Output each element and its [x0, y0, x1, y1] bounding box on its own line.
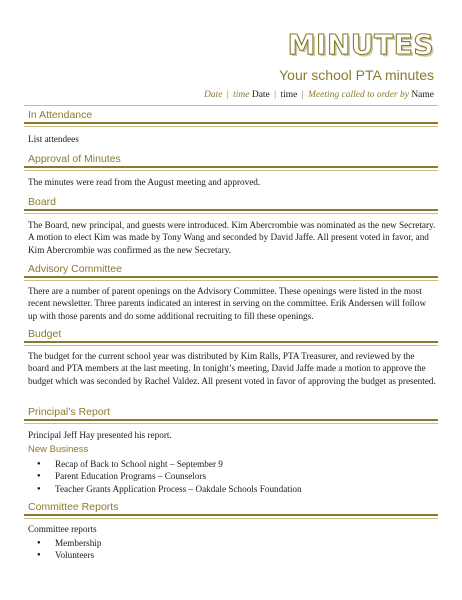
list-item[interactable]: ● Teacher Grants Application Process – Oakdale Schools Foundation: [28, 483, 302, 495]
approval-text[interactable]: The minutes were read from the August meeting and approved.: [28, 177, 261, 187]
list-item[interactable]: ● Membership: [28, 537, 101, 549]
document-title: MINUTES: [287, 28, 434, 61]
new-business-list: [28, 458, 302, 495]
section-heading-advisory: Advisory Committee: [24, 262, 438, 278]
section-heading-principal: Principal’s Report: [24, 405, 438, 421]
list-item[interactable]: ● Volunteers: [28, 549, 101, 561]
budget-text[interactable]: The budget for the current school year was distributed by Kim Ralls, PTA Treasurer, and reviewed by the board and PTA members at the last meeting. In tonight’s meeting, David Jaffe made a motion to approve the budget which was seconded by Rachel Valdez. All present voted in favor of approving the budget as presented.: [28, 351, 436, 386]
list-item[interactable]: ● Recap of Back to School night – September 9: [28, 458, 302, 470]
principal-text[interactable]: Principal Jeff Hay presented his report.: [28, 430, 172, 440]
section-heading-committee: Committee Reports: [24, 500, 438, 516]
committee-list: [28, 537, 101, 562]
header-divider: [24, 105, 438, 106]
board-text[interactable]: The Board, new principal, and guests were introduced. Kim Abercrombie was nominated as the new Secretary. A motion to elect Kim was made by Tony Wang and seconded by David Jaffe. All present voted in favor, and Kim Abercrombie was confirmed as the new Secretary.: [28, 220, 436, 255]
time-label: time: [233, 90, 250, 100]
advisory-text[interactable]: There are a number of parent openings on the Advisory Committee. These openings were listed in the most recent newsletter. Three parents indicated an interest in serving on the committee. Erik Andersen will follow up with those parents and do some additional recruiting to fill these openings.: [28, 286, 427, 321]
section-heading-budget: Budget: [24, 327, 438, 343]
committee-text[interactable]: Committee reports: [28, 524, 97, 534]
separator: |: [274, 90, 277, 100]
section-heading-approval: Approval of Minutes: [24, 152, 438, 168]
time-value[interactable]: time: [280, 90, 298, 100]
called-by-value[interactable]: Name: [411, 90, 434, 100]
separator: |: [301, 90, 304, 100]
date-label: Date: [203, 90, 223, 100]
section-heading-board: Board: [24, 195, 438, 211]
new-business-heading: New Business: [28, 444, 89, 455]
called-by-label: Meeting called to order by: [307, 90, 409, 100]
document-subtitle: Your school PTA minutes: [279, 67, 434, 83]
section-heading-attendance: In Attendance: [24, 108, 438, 124]
separator: |: [226, 90, 229, 100]
meeting-meta-line: [204, 90, 434, 100]
list-item[interactable]: ● Parent Education Programs – Counselors: [28, 470, 302, 482]
date-value[interactable]: Date: [251, 90, 270, 100]
attendance-text[interactable]: List attendees: [28, 134, 79, 144]
